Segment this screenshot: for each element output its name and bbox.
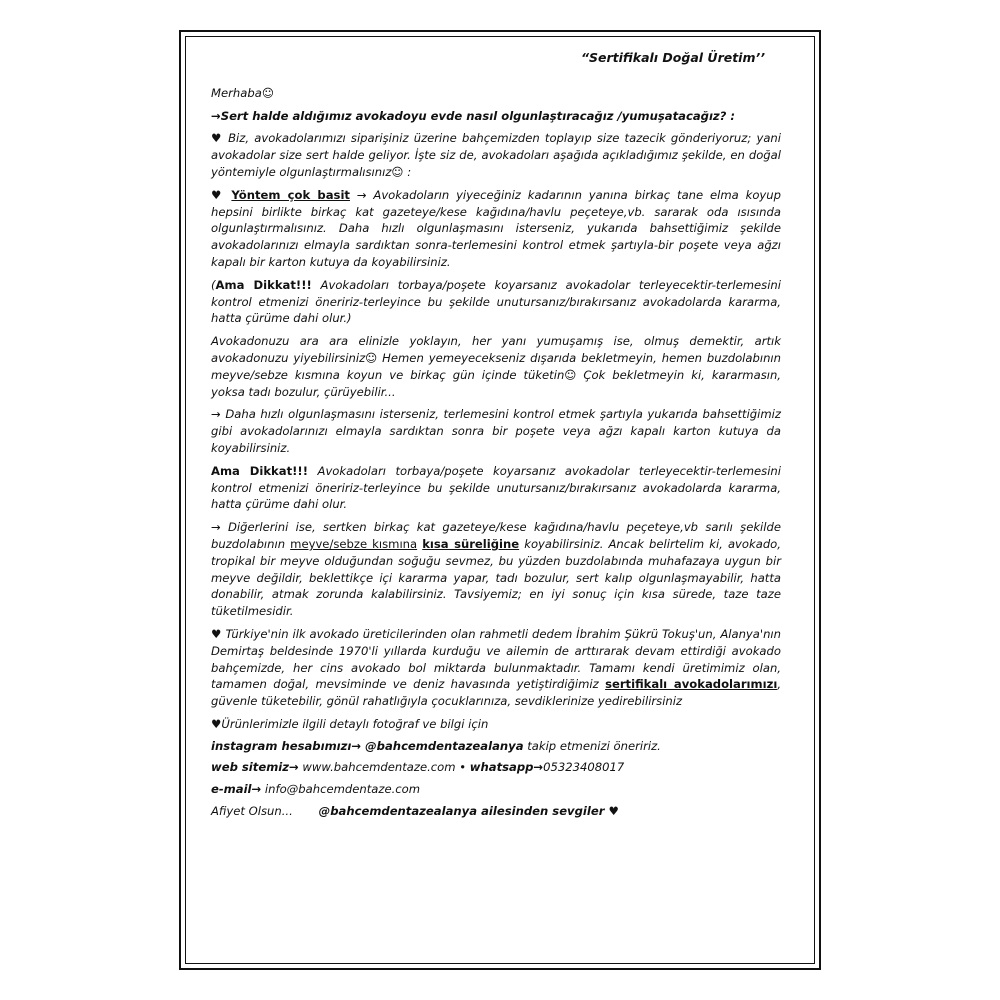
warning-lead: Ama Dikkat!!! [211,463,308,478]
certified-underline: sertifikalı avokadolarımızı [605,677,778,692]
instagram-text: takip etmenizi öneririz. [523,738,661,753]
method-text: → Avokadoların yiyeceğiniz kadarının yanına birkaç tane elma koyup hepsini birlikte birkaç kat gazeteye/kese kağıdına/havlu peçeteye,vb. sararak oda ısısında olgunlaştırmalısınız. Daha hızlı olgunlaşmasını isterseniz, yukarıda bahsettiğimiz şekilde avokadolarınızı elmayla sardıktan sonra-terlemesini kontrol etmek şartıyla-bir poşete veya ağzı kapalı bir karton kutuya da koyabilirsiniz. [211,187,781,269]
instagram-line [211,738,781,755]
warning-lead: Ama Dikkat!!! [215,277,312,292]
heart-icon: ♥ [211,187,232,202]
paragraph-fridge [211,519,781,620]
email-value[interactable]: info@bahcemdentaze.com [261,782,421,797]
document-body [211,50,781,825]
question-heading: →Sert halde aldığımız avokadoyu evde nasıl olgunlaştıracağız /yumuşatacağız? : [211,108,736,123]
paren-open: ( [211,277,216,292]
fridge-text-b: koyabilirsiniz. Ancak belirtelim ki, avokado, tropikal bir meyve olduğundan soğuğu sevmez, bu yüzden buzdolabında muhafazaya uygun bir meyve değildir, beklettikçe içi kararma yapar, tadı bozulur, sert kalıp olgunlaşmayabilir, hatta donabilir, atmak zorunda kalabilirsiniz. Tavsiyemiz; en iyi sonuç için kısa sürede, taze taze tüketilmesidir. [211,536,781,619]
closing-text: Afiyet Olsun... [211,804,293,819]
paragraph-info: ♥Ürünlerimizle ilgili detaylı fotoğraf ve bilgi için [211,716,489,731]
web-url[interactable]: www.bahcemdentaze.com • [298,760,470,775]
warning-text: Avokadoları torbaya/poşete koyarsanız avokadolar terleyecektir-terlemesini kontrol etmenizi öneririz-terleyince bu şekilde unutursanız/bırakırsanız avokadolarda kararma, hatta çürüme dahi olur.) [211,277,781,326]
closing-line [211,803,781,820]
closing-gap [293,804,319,818]
fridge-underline-2: kısa süreliğine [422,536,520,551]
paragraph-warning-1 [211,277,781,327]
greeting: Merhaba☺ [211,85,274,100]
history-text-b: , güvenle tüketebilir, gönül rahatlığıyla çocuklarınıza, sevdiklerinize yedirebilirsiniz [211,677,781,709]
document-title: “Sertifikalı Doğal Üretim’’ [580,50,765,65]
paragraph-method [211,187,781,271]
paragraph-faster: → Daha hızlı olgunlaşmasını isterseniz, terlemesini kontrol etmek şartıyla yukarıda bahsettiğimiz gibi avokadolarınızı elmayla sardıktan sonra bir poşete veya ağzı kapalı karton kutuya da koyabilirsiniz. [211,407,781,455]
method-lead: Yöntem çok basit [231,187,350,202]
closing-signature: @bahcemdentazealanya ailesinden sevgiler ♥ [318,804,619,819]
email-label: e-mail→ [211,782,262,797]
paragraph-history [211,626,781,710]
fridge-underline-1: meyve/sebze kısmına [290,536,418,551]
email-line [211,781,781,798]
paragraph-intro: ♥ Biz, avokadolarımızı siparişiniz üzerine bahçemizden toplayıp size tazecik gönderiyoruz; yani avokadolar size sert halde geliyor. İşte siz de, avokadoları aşağıda açıkladığımız şekilde, en doğal yöntemiyle olgunlaştırmalısınız☺ : [211,131,781,179]
warning-text: Avokadoları torbaya/poşete koyarsanız avokadolar terleyecektir-terlemesini kontrol etmenizi öneririz-terleyince bu şekilde unutursanız/bırakırsanız avokadolarda kararma, hatta çürüme dahi olur. [211,463,781,512]
history-text-a: ♥ Türkiye'nin ilk avokado üreticilerinden olan rahmetli dedem İbrahim Şükrü Tokuş'un, Alanya'nın Demirtaş beldesinde 1970'li yıllarda kurduğu ve ailemin de arttırarak devam ettirdiği avokado bahçemizde, her cins avokado bol miktarda bulunmaktadır. Tamamı kendi üretimimiz olan, tamamen doğal, mevsiminde ve deniz havasında yetiştirdiğimiz [211,626,781,692]
paragraph-warning-2 [211,463,781,513]
fridge-text-a: → Diğerlerini ise, sertken birkaç kat gazeteye/kese kağıdına/havlu peçeteye,vb sarılı şekilde buzdolabının [211,520,781,551]
paragraph-check: Avokadonuzu ara ara elinizle yoklayın, her yanı yumuşamış ise, olmuş demektir, artık avokadonuzu yiyebilirsiniz☺ Hemen yemeyecekseniz dışarıda bekletmeyin, hemen buzdolabının meyve/sebze kısmına koyun ve birkaç gün içinde tüketin☺ Çok bekletmeyin ki, kararmasın, yoksa tadı bozulur, çürüyebilir... [211,334,781,399]
instagram-label[interactable]: instagram hesabımızı→ @bahcemdentazealanya [211,738,524,753]
page-frame [179,30,821,970]
web-line [211,759,781,776]
whatsapp-label: whatsapp→ [469,760,544,775]
whatsapp-phone[interactable]: 05323408017 [543,760,625,775]
web-label: web sitemiz→ [211,760,299,775]
